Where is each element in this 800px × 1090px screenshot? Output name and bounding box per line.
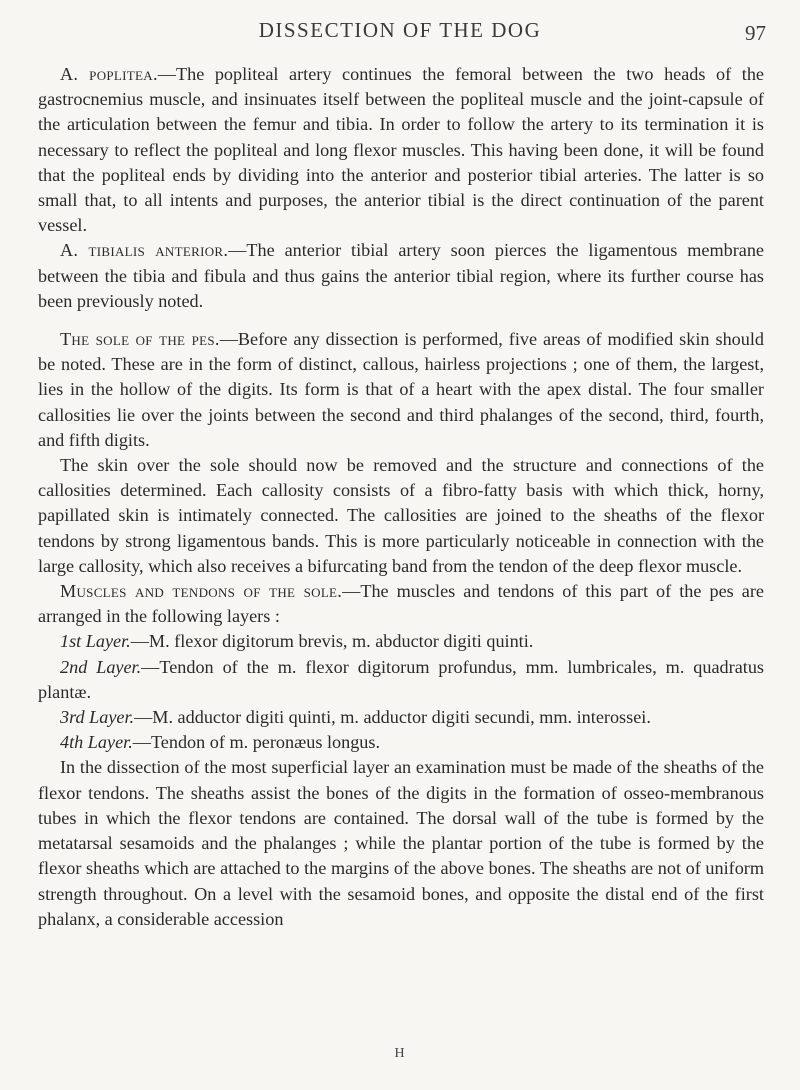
layer-item-2 <box>38 655 764 705</box>
paragraph-body: The skin over the sole should now be removed and the structure and connections of the callosities determined. Each callosity consists of a fibro-fatty basis with which thick, horny, papillated skin is intimately connected. The callosities are joined to the sheaths of the flexor tendons by strong ligamentous bands. This is more particularly noticeable in connection with the large callosity, which also receives a bifurcating band from the tendon of the deep flexor muscle. <box>38 455 764 576</box>
paragraph-body: In the dissection of the most superficial layer an examination must be made of the sheaths of the flexor tendons. The sheaths assist the bones of the digits in the formation of osseo-membranous tubes in which the flexor tendons are contained. The dorsal wall of the tube is formed by the metatarsal sesamoids and the phalanges ; while the plantar portion of the tube is formed by the flexor sheaths which are attached to the margins of the above bones. The sheaths are not of uniform strength throughout. On a level with the sesamoid bones, and opposite the distal end of the first phalanx, a considerable accession <box>38 757 764 929</box>
layer-item-4 <box>38 730 764 755</box>
layer-item-1 <box>38 629 764 654</box>
layer-text: —M. adductor digiti quinti, m. adductor digiti secundi, mm. interossei. <box>134 707 651 728</box>
paragraph-a-poplitea <box>38 62 764 238</box>
layer-label: 3rd Layer. <box>60 707 135 728</box>
layer-label: 2nd Layer. <box>60 656 142 677</box>
paragraph-skin-removal <box>38 453 764 579</box>
running-head <box>0 18 800 52</box>
layer-item-3 <box>38 705 764 730</box>
paragraph-sole-of-pes <box>38 327 764 453</box>
page-number: 97 <box>745 21 766 45</box>
body-text <box>38 62 764 932</box>
paragraph-label: A. poplitea. <box>60 64 158 84</box>
paragraph-a-tibialis-anterior <box>38 238 764 314</box>
paragraph-body: —The muscles and tendons of this part of the pes are arranged in the following layers : <box>38 581 764 627</box>
paragraph-flexor-sheaths <box>38 755 764 931</box>
layer-text: —M. flexor digitorum brevis, m. abductor digiti quinti. <box>130 631 534 652</box>
running-title: DISSECTION OF THE DOG <box>258 18 542 42</box>
paragraph-label: A. tibialis anterior. <box>60 240 229 261</box>
paragraph-label: The sole of the pes. <box>60 329 220 350</box>
paragraph-body: —The popliteal artery continues the femoral between the two heads of the gastrocnemius muscle, and insinuates itself between the popliteal muscle and the joint-capsule of the articulation between the femur and tibia. In order to follow the artery to its termination it is necessary to reflect the popliteal and long flexor muscles. This having been done, it will be found that the popliteal ends by dividing into the anterior and posterior tibial arteries. The latter is so small that, to all intents and purposes, the anterior tibial is the direct continuation of the parent vessel. <box>38 64 764 236</box>
layer-label: 1st Layer. <box>60 631 131 652</box>
paragraph-muscles-tendons <box>38 579 764 629</box>
paragraph-body: —Before any dissection is performed, five areas of modified skin should be noted. These are in the form of distinct, callous, hairless projections ; one of them, the largest, lies in the hollow of the digits. Its form is that of a heart with the apex distal. The four smaller callosities lie over the joints between the second and third phalanges of the second, third, fourth, and fifth digits. <box>38 329 764 450</box>
layer-text: —Tendon of m. peronæus longus. <box>132 732 381 753</box>
layer-text: —Tendon of the m. flexor digitorum profundus, mm. lumbricales, m. quadratus plantæ. <box>38 656 764 702</box>
paragraph-body: —The anterior tibial artery soon pierces the ligamentous membrane between the tibia and fibula and thus gains the anterior tibial region, where its further course has been previously noted. <box>38 240 764 311</box>
printer-signature-mark: H <box>394 1046 406 1061</box>
layer-label: 4th Layer. <box>60 732 133 753</box>
paragraph-label: Muscles and tendons of the sole. <box>60 581 343 602</box>
